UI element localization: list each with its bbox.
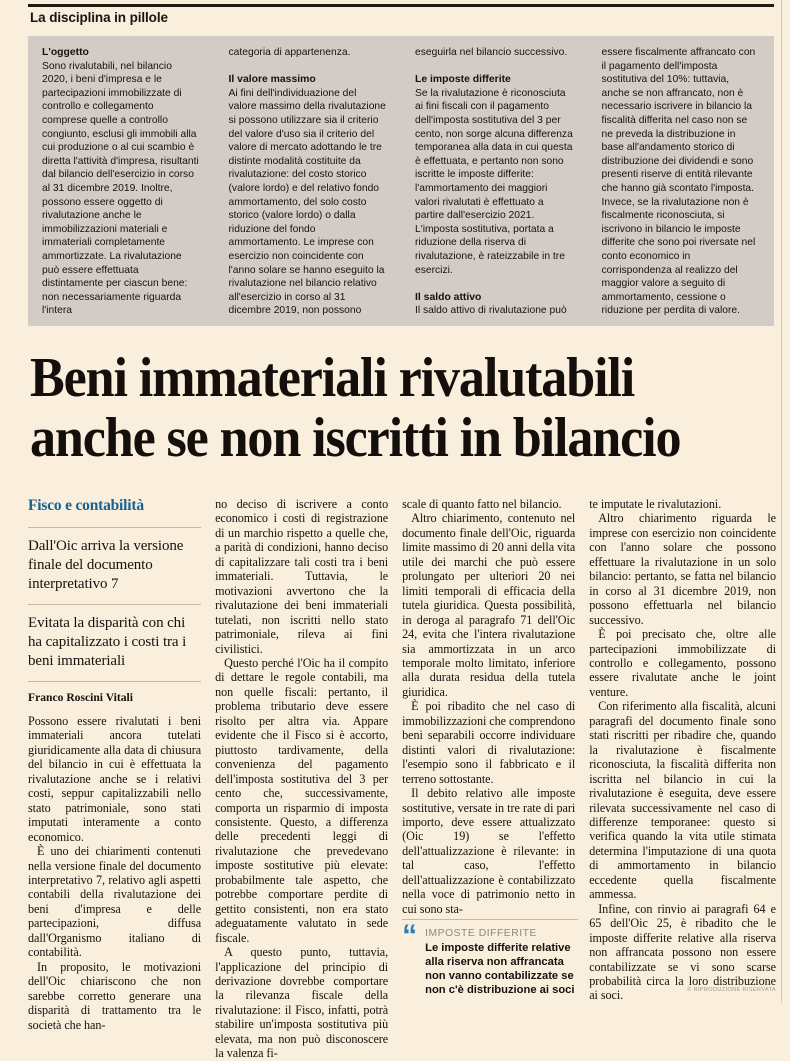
divider	[28, 527, 201, 528]
section-label[interactable]: Fisco e contabilità	[28, 497, 144, 514]
pullquote-text: Le imposte differite relative alla riserva non affrancata non vanno contabilizzate se non c'è distribuzione ai soci	[425, 942, 575, 996]
pullquote	[402, 919, 578, 997]
page-title	[30, 348, 718, 468]
subhead-2: Evitata la disparità con chi ha capitalizzato i costi tra i beni immateriali	[28, 615, 187, 669]
factbox-spacer	[415, 277, 574, 291]
paragraph: no deciso di iscrivere a conto economico i costi di registrazione di un marchio rispetto a quelle che, a parità di condizioni, hanno deciso di capitalizzare tali costi tra i beni immateriali. Tuttavia, le motivazioni avvertono che la rivalutazione dei beni immateriali tutelati, non iscritti nello stato patrimoniale, rileva ai fini civilistici.	[215, 497, 389, 656]
factbox-spacer	[415, 60, 574, 74]
paragraph: Con riferimento alla fiscalità, alcuni paragrafi del documento finale sono stati riscritti per ribadire che, quando la rivalutazione è fiscalmente riconosciuta, la fiscalità differita non iscritta nel bilancio in cui la rivalutazione è eseguita, deve essere rilevata successivamente nel caso di differenze temporanee: questo si verifica quando la vita utile stimata determina l'imputazione di una quota di ammortamento in bilancio eccedente quella fiscalmente ammessa.	[589, 699, 777, 902]
factbox-text-oggetto: Sono rivalutabili, nel bilancio 2020, i beni d'impresa e le partecipazioni immobilizzate di controllo e collegamento comprese quelle a controllo congiunto, esclusi gli immobili alla cui produzione o al cui scambio è diretta l'attività d'impresa, risultanti dal bilancio dell'esercizio in corso al 31 dicembre 2019. Inoltre, possono essere oggetto di rivalutazione anche le immobilizzazioni materiali e immateriali completamente ammortizzate. La rivalutazione può essere effettuata distintamente per ciascun bene: non necessariamente riguarda l'intera	[42, 60, 199, 317]
factbox-column-2	[215, 46, 402, 326]
factbox-heading-oggetto: L'oggetto	[42, 47, 89, 58]
divider	[28, 681, 201, 682]
copyright-notice: © RIPRODUZIONE RISERVATA	[687, 987, 777, 993]
article-text-col3	[402, 497, 575, 916]
factbox-column-3	[401, 46, 588, 326]
article-text-col4	[589, 497, 776, 1003]
article-column-1	[28, 497, 215, 1032]
factbox-heading-saldo-attivo: Il saldo attivo	[415, 291, 482, 303]
paragraph: te imputate le rivalutazioni.	[589, 497, 722, 511]
factbox-heading-valore-massimo: Il valore massimo	[228, 74, 316, 86]
article-text-col2	[215, 497, 388, 1061]
factbox-text-valore-massimo: Ai fini dell'individuazione del valore massimo della rivalutazione si possono utilizzare sia il criterio del valore d'uso sia il criterio del valore di mercato adottando le tre distinte modalità costituite da rivalutazione: del costo storico (valore lordo) e del relativo fondo ammortamento, del solo costo storico (valore lordo) o dalla riduzione del fondo ammortamento. Le imprese con esercizio non coincidente con l'anno solare se hanno eseguito la rivalutazione nel bilancio relativo all'esercizio in corso al 31 dicembre 2019, non possono	[228, 87, 386, 317]
paragraph: Possono essere rivalutati i beni immateriali ancora tutelati giuridicamente alla data di chiusura del bilancio in cui è effettuata la rivalutazione anche se i relativi costi, seppur capitalizzabili nello stato patrimoniale, sono stati imputati interamente a conto economico.	[28, 714, 202, 844]
factbox-column-4	[588, 46, 775, 326]
divider	[28, 604, 201, 605]
factbox	[28, 36, 774, 326]
factbox-text-imposte-differite: Se la rivalutazione è riconosciuta ai fini fiscali con il pagamento dell'imposta sostitutiva del 3 per cento, non sorge alcuna differenza temporanea alla data in cui questa è effettuata, e pertanto non sono iscritte le imposte differite: l'ammortamento dei maggiori valori rivalutati è effettuato a partire dall'esercizio 2021. L'imposta sostitutiva, portata a riduzione della riserva di rivalutazione, è rateizzabile in tre esercizi.	[415, 87, 573, 276]
pullquote-body	[425, 928, 578, 997]
paragraph: A questo punto, tuttavia, l'applicazione del principio di derivazione dovrebbe comportare la rilevanza fiscale della rivalutazione: il Fisco, infatti, potrà stabilire un'imposta sostitutiva più elevata, ma non può disconoscere la valenza fi-	[215, 945, 389, 1061]
factbox-text-affrancamento: essere fiscalmente affrancato con il pagamento dell'imposta sostitutiva del 10%: tuttavia, anche se non affrancato, non è necessario iscrivere in bilancio la fiscalità differita nel caso non se ne preveda la distribuzione in base all'andamento storico di distribuzione dei dividendi e sono presenti riserve di entità rilevante che hanno già scontato l'imposta. Invece, se la rivalutazione non è fiscalmente riconosciuta, si iscrivono in bilancio le imposte differite che sono poi riversate nel conto economico in corrispondenza al realizzo del maggior valore a seguito di ammortamento, cessione o riduzione per perdita di valore.	[601, 47, 756, 317]
article-body	[28, 497, 777, 1061]
paragraph: Il debito relativo alle imposte sostitutive, versate in tre rate di pari importo, deve essere attualizzato (Oic 19) se l'effetto dell'attualizzazione è rilevante: in tal caso, l'effetto dell'attualizzazione è contabilizzato nella voce di patrimonio netto in cui sono sta-	[402, 786, 576, 916]
paragraph: È uno dei chiarimenti contenuti nella versione finale del documento interpretativo 7, relativo agli aspetti contabili della rivalutazione dei beni d'impresa e delle partecipazioni, diffusa dall'Organismo italiano di contabilità.	[28, 844, 202, 960]
paragraph: È poi precisato che, oltre alle partecipazioni immobilizzate di controllo e collegamento, possono essere rivalutate anche le joint venture.	[589, 627, 777, 699]
paragraph: È poi ribadito che nel caso di immobilizzazioni che comprendono beni separabili occorre individuare distinti valori di rivalutazione: l'esempio sono il fabbricato e il terreno sottostante.	[402, 699, 576, 786]
factbox-kicker: La disciplina in pillole	[30, 10, 168, 25]
paragraph: In proposito, le motivazioni dell'Oic chiariscono che non sarebbe corretto generare una disparità di trattamento tra le società che han-	[28, 959, 202, 1032]
paragraph: Infine, con rinvio ai paragrafi 64 e 65 dell'Oic 25, è ribadito che le imposte differite relative alla riserva non affrancata possono non essere contabilizzate se vi sono scarse probabilità circa la loro distribuzione ai soci.	[589, 901, 777, 1003]
article-column-2	[215, 497, 402, 1061]
factbox-continuation-1: categoria di appartenenza.	[228, 47, 351, 58]
article-text-col1	[28, 714, 201, 1032]
quote-icon: “	[402, 919, 418, 952]
paragraph: Altro chiarimento, contenuto nel documento finale dell'Oic, riguarda limite massimo di 20 anni della vita utile dei marchi che può essere prolungato per ulteriori 20 nei limiti temporali di efficacia della tutela giuridica. Questa possibilità, in deroga al paragrafo 71 dell'Oic 24, evita che l'intera rivalutazione sia ammortizzata in un arco temporale molto limitato, inferiore alla durata residua della tutela giuridica.	[402, 511, 576, 699]
right-margin-rule	[781, 0, 782, 1003]
factbox-continuation-2: eseguirla nel bilancio successivo.	[415, 47, 568, 58]
paragraph: Altro chiarimento riguarda le imprese con esercizio non coincidente con l'anno solare che possono effettuare la rivalutazione in un solo bilancio: pertanto, se fatta nel bilancio in corso al 31 dicembre 2019, non possono effettuarla nel bilancio successivo.	[589, 511, 777, 627]
factbox-column-1	[28, 46, 215, 326]
factbox-heading-imposte-differite: Le imposte differite	[415, 74, 511, 86]
subhead-1: Dall'Oic arriva la versione finale del documento interpretativo 7	[28, 538, 184, 592]
pullquote-label: IMPOSTE DIFFERITE	[425, 928, 537, 939]
article-column-4	[589, 497, 777, 1003]
headline-line-2: anche se non iscritti in bilancio	[30, 407, 681, 469]
paragraph: scale di quanto fatto nel bilancio.	[402, 497, 562, 511]
factbox-text-saldo-attivo: Il saldo attivo di rivalutazione può	[415, 305, 567, 317]
top-divider-rule	[28, 4, 774, 7]
article-column-3	[402, 497, 589, 997]
byline-author: Franco Roscini Vitali	[28, 691, 133, 704]
paragraph: Questo perché l'Oic ha il compito di dettare le regole contabili, ma non quelle fiscali: pertanto, il problema tributario deve essere risolto per altra via. Appare evidente che il Fisco si è accorto, piuttosto tardivamente, della convenienza del pagamento dell'imposta sostitutiva del 3 per cento che, successivamente, comporta un risparmio di imposta consistente. Questo, a differenza delle precedenti leggi di rivalutazione che prevedevano imposte sostitutive più elevate: probabilmente tale aspetto, che potrebbe comportare perdite di gettito consistenti, non era stato adeguatamente valutato in sede fiscale.	[215, 655, 389, 945]
factbox-spacer	[229, 60, 388, 74]
headline-line-1: Beni immateriali rivalutabili	[30, 347, 635, 409]
